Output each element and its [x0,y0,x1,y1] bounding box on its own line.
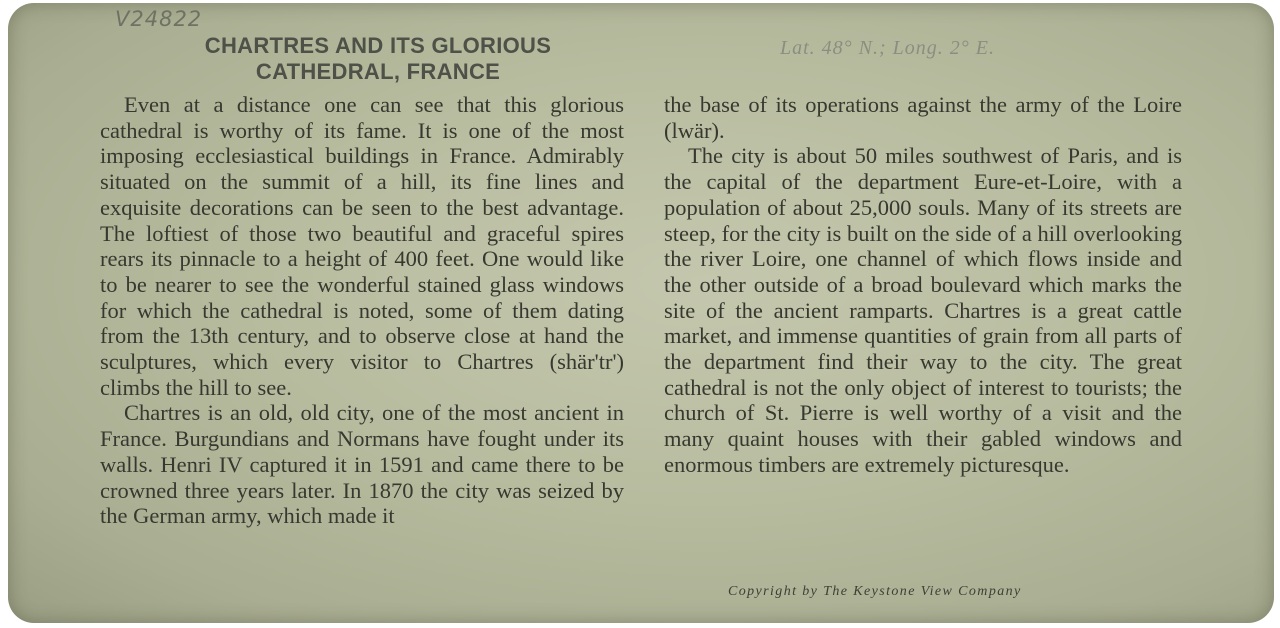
left-paragraph-2: Chartres is an old, old city, one of the most ancient in France. Burgundians and Normans have fought under its walls. Henri IV captured it in 1591 and came there to be crowned three years later. In 1870 the city was seized by the German army, which made it [100,400,624,529]
coordinates: Lat. 48° N.; Long. 2° E. [780,37,996,59]
left-text-column [100,92,624,529]
right-paragraph-continuation: the base of its operations against the army of the Loire (lwär). [664,92,1182,143]
left-paragraph-1: Even at a distance one can see that this glorious cathedral is worthy of its fame. It is one of the most imposing ecclesiastical buildings in France. Admirably situated on the summit of a hill, its fine lines and exquisite decorations can be seen to the best advantage. The loftiest of those two beautiful and graceful spires rears its pinnacle to a height of 400 feet. One would like to be nearer to see the wonderful stained glass windows for which the cathedral is noted, some of them dating from the 13th century, and to observe close at hand the sculptures, which every visitor to Chartres (shär'tr') climbs the hill to see. [100,92,624,400]
title-line-1: CHARTRES AND ITS GLORIOUS [204,33,552,58]
right-paragraph-2: The city is about 50 miles southwest of Paris, and is the capital of the department Eure-et-Loire, with a population of about 25,000 souls. Many of its streets are steep, for the city is built on the side of a hill overlooking the river Loire, one channel of which flows inside and the other outside of a broad boulevard which marks the site of the ancient ramparts. Chartres is a great cattle market, and immense quantities of grain from all parts of the department find their way to the city. The great cathedral is not the only object of interest to tourists; the church of St. Pierre is well worthy of a visit and the many quaint houses with their gabled windows and enormous timbers are extremely picturesque. [664,143,1182,477]
stereoview-card [8,3,1274,623]
card-title [128,33,628,85]
right-text-column [664,92,1182,478]
copyright-notice: Copyright by The Keystone View Company [728,584,1022,599]
title-line-2: CATHEDRAL, FRANCE [255,59,501,84]
catalog-number: V24822 [115,7,203,31]
